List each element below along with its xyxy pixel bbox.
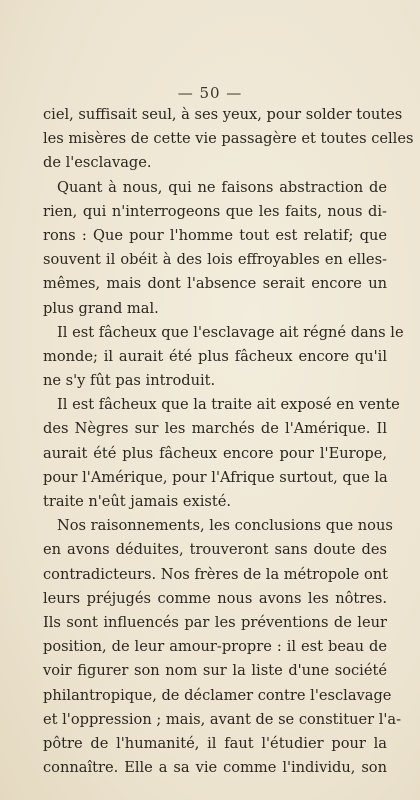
text-line: philantropique, de déclamer contre l'esclavage [43, 686, 392, 704]
text-line: mêmes, mais dont l'absence serait encore un [43, 275, 387, 293]
body-text [43, 103, 414, 780]
text-line: position, de leur amour-propre : il est beau de [43, 638, 387, 656]
text-line: voir figurer son nom sur la liste d'une société [43, 662, 387, 680]
text-line: en avons déduites, trouveront sans doute des [43, 541, 387, 559]
text-line: rien, qui n'interrogeons que les faits, nous di- [43, 202, 387, 220]
text-line: traite n'eût jamais existé. [43, 493, 232, 510]
text-line: pôtre de l'humanité, il faut l'étudier pour la [43, 734, 387, 752]
text-line: Quant à nous, qui ne faisons abstraction de [57, 178, 387, 196]
text-line: Ils sont influencés par les préventions de leur [43, 613, 387, 631]
text-line: aurait été plus fâcheux encore pour l'Europe, [43, 444, 387, 462]
text-line: ciel, suffisait seul, à ses yeux, pour solder toutes [43, 106, 403, 123]
text-line: Nos raisonnements, les conclusions que nous [57, 517, 393, 535]
text-line: des Nègres sur les marchés de l'Amérique. Il [43, 420, 387, 438]
text-line: les misères de cette vie passagère et toutes celles [43, 130, 414, 148]
text-line: rons : Que pour l'homme tout est relatif; que [43, 226, 387, 244]
text-line: ne s'y fût pas introduit. [43, 372, 216, 390]
text-line: contradicteurs. Nos frères de la métropole ont [43, 565, 389, 583]
text-line: monde; il aurait été plus fâcheux encore qu'il [43, 347, 387, 365]
text-line: souvent il obéit à des lois effroyables en elles- [43, 251, 387, 269]
text-line: de l'esclavage. [43, 154, 152, 172]
text-line: et l'oppression ; mais, avant de se constituer l'a- [43, 710, 402, 728]
text-line: Il est fâcheux que la traite ait exposé en vente [57, 396, 400, 414]
text-line: plus grand mal. [43, 299, 159, 317]
page-number: — 50 — [177, 84, 243, 102]
text-line: leurs préjugés comme nous avons les nôtres. [43, 589, 387, 607]
text-line: Il est fâcheux que l'esclavage ait régné dans le [57, 323, 404, 341]
text-line: connaître. Elle a sa vie comme l'individu, son [43, 759, 387, 777]
text-line: pour l'Amérique, pour l'Afrique surtout, que la [43, 468, 388, 486]
